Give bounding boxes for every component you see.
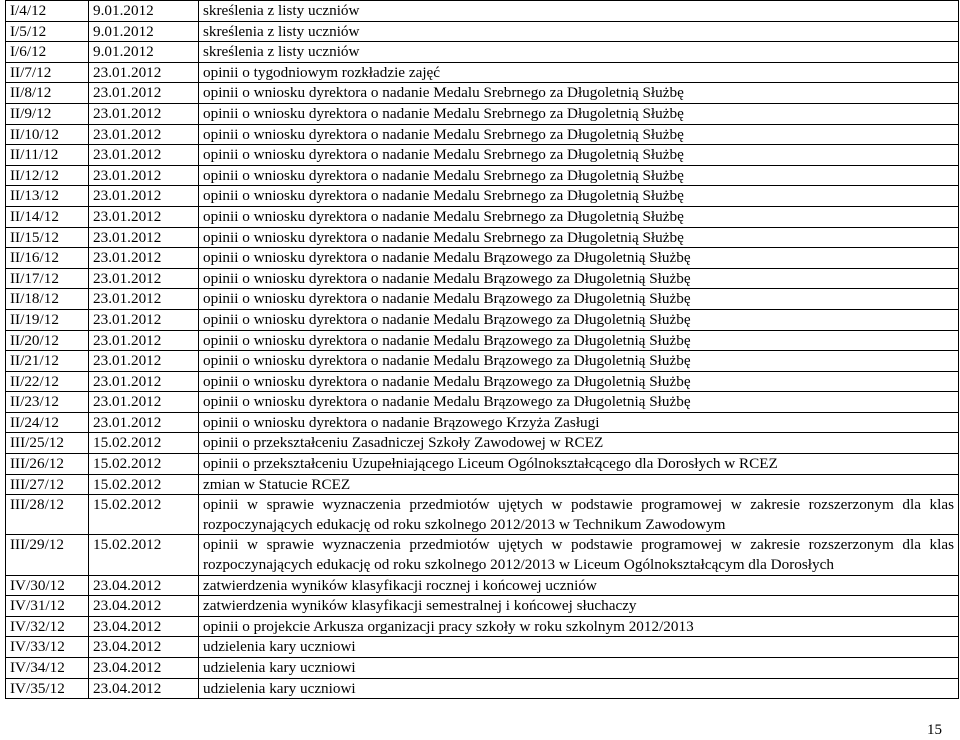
resolution-number-cell: II/9/12 xyxy=(6,103,89,124)
table-row xyxy=(6,392,959,413)
table-row xyxy=(6,145,959,166)
resolution-subject-cell: opinii o przekształceniu Uzupełniającego Liceum Ogólnokształcącego dla Dorosłych w RCEZ xyxy=(199,454,959,475)
table-row xyxy=(6,412,959,433)
resolution-subject-cell: opinii w sprawie wyznaczenia przedmiotów ujętych w podstawie programowej w zakresie rozszerzonym dla klas rozpoczynających edukację od roku szkolnego 2012/2013 w Liceum Ogólnokształcącym dla Dorosłych xyxy=(199,535,959,575)
table-row xyxy=(6,165,959,186)
table-row xyxy=(6,289,959,310)
resolution-number-cell: IV/34/12 xyxy=(6,658,89,679)
table-row xyxy=(6,596,959,617)
resolution-subject-cell: skreślenia z listy uczniów xyxy=(199,1,959,22)
table-row xyxy=(6,351,959,372)
table-row xyxy=(6,658,959,679)
resolution-date-cell: 23.01.2012 xyxy=(89,248,199,269)
resolution-subject-cell: udzielenia kary uczniowi xyxy=(199,678,959,699)
resolution-date-cell: 23.04.2012 xyxy=(89,658,199,679)
resolution-date-cell: 23.04.2012 xyxy=(89,596,199,617)
resolution-subject-cell: opinii o wniosku dyrektora o nadanie Medalu Srebrnego za Długoletnią Służbę xyxy=(199,124,959,145)
table-row xyxy=(6,124,959,145)
resolution-subject-cell: skreślenia z listy uczniów xyxy=(199,42,959,63)
table-row xyxy=(6,433,959,454)
table-row xyxy=(6,637,959,658)
table-row xyxy=(6,206,959,227)
resolution-subject-cell: opinii o wniosku dyrektora o nadanie Medalu Brązowego za Długoletnią Służbę xyxy=(199,248,959,269)
table-row xyxy=(6,103,959,124)
resolutions-table xyxy=(5,0,959,699)
resolution-date-cell: 23.01.2012 xyxy=(89,351,199,372)
resolution-number-cell: II/24/12 xyxy=(6,412,89,433)
resolution-date-cell: 23.01.2012 xyxy=(89,186,199,207)
resolution-date-cell: 15.02.2012 xyxy=(89,495,199,535)
table-row xyxy=(6,186,959,207)
resolution-date-cell: 9.01.2012 xyxy=(89,1,199,22)
resolution-subject-cell: opinii o wniosku dyrektora o nadanie Brązowego Krzyża Zasługi xyxy=(199,412,959,433)
resolution-date-cell: 23.01.2012 xyxy=(89,289,199,310)
resolution-date-cell: 23.01.2012 xyxy=(89,83,199,104)
table-row xyxy=(6,535,959,575)
resolution-date-cell: 23.01.2012 xyxy=(89,165,199,186)
resolution-number-cell: IV/31/12 xyxy=(6,596,89,617)
resolution-date-cell: 23.01.2012 xyxy=(89,412,199,433)
resolution-number-cell: III/25/12 xyxy=(6,433,89,454)
resolution-number-cell: III/28/12 xyxy=(6,495,89,535)
resolution-subject-cell: zmian w Statucie RCEZ xyxy=(199,474,959,495)
table-row xyxy=(6,21,959,42)
resolution-date-cell: 9.01.2012 xyxy=(89,42,199,63)
resolution-subject-cell: opinii o wniosku dyrektora o nadanie Medalu Brązowego za Długoletnią Służbę xyxy=(199,371,959,392)
resolution-subject-cell: opinii o wniosku dyrektora o nadanie Medalu Brązowego za Długoletnią Służbę xyxy=(199,392,959,413)
resolution-date-cell: 23.04.2012 xyxy=(89,678,199,699)
resolution-number-cell: II/15/12 xyxy=(6,227,89,248)
resolution-date-cell: 9.01.2012 xyxy=(89,21,199,42)
resolution-subject-cell: zatwierdzenia wyników klasyfikacji semestralnej i końcowej słuchaczy xyxy=(199,596,959,617)
table-row xyxy=(6,62,959,83)
resolution-number-cell: I/6/12 xyxy=(6,42,89,63)
resolution-number-cell: II/23/12 xyxy=(6,392,89,413)
resolution-subject-cell: skreślenia z listy uczniów xyxy=(199,21,959,42)
resolutions-table-body xyxy=(6,1,959,699)
resolution-date-cell: 23.01.2012 xyxy=(89,227,199,248)
resolution-subject-cell: opinii o projekcie Arkusza organizacji pracy szkoły w roku szkolnym 2012/2013 xyxy=(199,616,959,637)
resolution-subject-cell: opinii o wniosku dyrektora o nadanie Medalu Brązowego za Długoletnią Służbę xyxy=(199,268,959,289)
resolution-subject-cell: udzielenia kary uczniowi xyxy=(199,637,959,658)
resolution-date-cell: 23.01.2012 xyxy=(89,145,199,166)
resolution-date-cell: 23.01.2012 xyxy=(89,371,199,392)
resolution-date-cell: 23.01.2012 xyxy=(89,330,199,351)
table-row xyxy=(6,83,959,104)
resolution-number-cell: II/18/12 xyxy=(6,289,89,310)
resolution-number-cell: II/7/12 xyxy=(6,62,89,83)
resolution-date-cell: 15.02.2012 xyxy=(89,454,199,475)
resolution-subject-cell: opinii o wniosku dyrektora o nadanie Medalu Srebrnego za Długoletnią Służbę xyxy=(199,206,959,227)
resolution-subject-cell: opinii o wniosku dyrektora o nadanie Medalu Brązowego za Długoletnią Służbę xyxy=(199,351,959,372)
resolution-number-cell: II/17/12 xyxy=(6,268,89,289)
resolution-subject-cell: udzielenia kary uczniowi xyxy=(199,658,959,679)
table-row xyxy=(6,330,959,351)
resolution-date-cell: 23.01.2012 xyxy=(89,268,199,289)
resolution-number-cell: III/26/12 xyxy=(6,454,89,475)
resolution-number-cell: IV/32/12 xyxy=(6,616,89,637)
resolution-date-cell: 23.01.2012 xyxy=(89,62,199,83)
table-row xyxy=(6,248,959,269)
resolution-date-cell: 23.04.2012 xyxy=(89,637,199,658)
resolution-date-cell: 23.04.2012 xyxy=(89,616,199,637)
resolution-subject-cell: opinii o wniosku dyrektora o nadanie Medalu Brązowego za Długoletnią Służbę xyxy=(199,289,959,310)
resolution-date-cell: 15.02.2012 xyxy=(89,474,199,495)
resolution-number-cell: II/12/12 xyxy=(6,165,89,186)
resolution-number-cell: II/16/12 xyxy=(6,248,89,269)
resolution-subject-cell: opinii o wniosku dyrektora o nadanie Medalu Brązowego za Długoletnią Służbę xyxy=(199,309,959,330)
resolution-subject-cell: opinii o wniosku dyrektora o nadanie Medalu Srebrnego za Długoletnią Służbę xyxy=(199,145,959,166)
resolution-subject-cell: opinii o wniosku dyrektora o nadanie Medalu Srebrnego za Długoletnią Służbę xyxy=(199,103,959,124)
resolution-number-cell: III/29/12 xyxy=(6,535,89,575)
resolution-number-cell: IV/35/12 xyxy=(6,678,89,699)
resolution-date-cell: 15.02.2012 xyxy=(89,433,199,454)
table-row xyxy=(6,371,959,392)
resolution-number-cell: II/22/12 xyxy=(6,371,89,392)
resolution-number-cell: II/13/12 xyxy=(6,186,89,207)
resolution-number-cell: I/4/12 xyxy=(6,1,89,22)
resolution-number-cell: II/8/12 xyxy=(6,83,89,104)
resolution-subject-cell: opinii o wniosku dyrektora o nadanie Medalu Srebrnego za Długoletnią Służbę xyxy=(199,186,959,207)
table-row xyxy=(6,454,959,475)
resolution-date-cell: 23.01.2012 xyxy=(89,206,199,227)
resolution-subject-cell: opinii o wniosku dyrektora o nadanie Medalu Brązowego za Długoletnią Służbę xyxy=(199,330,959,351)
resolution-subject-cell: opinii w sprawie wyznaczenia przedmiotów ujętych w podstawie programowej w zakresie rozszerzonym dla klas rozpoczynających edukację od roku szkolnego 2012/2013 w Technikum Zawodowym xyxy=(199,495,959,535)
table-row xyxy=(6,616,959,637)
resolution-number-cell: II/14/12 xyxy=(6,206,89,227)
resolution-subject-cell: zatwierdzenia wyników klasyfikacji rocznej i końcowej uczniów xyxy=(199,575,959,596)
resolution-subject-cell: opinii o tygodniowym rozkładzie zajęć xyxy=(199,62,959,83)
resolution-date-cell: 23.04.2012 xyxy=(89,575,199,596)
table-row xyxy=(6,309,959,330)
resolution-number-cell: I/5/12 xyxy=(6,21,89,42)
resolution-number-cell: IV/30/12 xyxy=(6,575,89,596)
resolution-date-cell: 23.01.2012 xyxy=(89,124,199,145)
resolution-number-cell: II/11/12 xyxy=(6,145,89,166)
resolution-subject-cell: opinii o przekształceniu Zasadniczej Szkoły Zawodowej w RCEZ xyxy=(199,433,959,454)
resolution-number-cell: II/19/12 xyxy=(6,309,89,330)
resolution-subject-cell: opinii o wniosku dyrektora o nadanie Medalu Srebrnego za Długoletnią Służbę xyxy=(199,83,959,104)
resolution-date-cell: 23.01.2012 xyxy=(89,309,199,330)
table-row xyxy=(6,227,959,248)
table-row xyxy=(6,474,959,495)
resolution-date-cell: 23.01.2012 xyxy=(89,103,199,124)
resolution-date-cell: 15.02.2012 xyxy=(89,535,199,575)
table-row xyxy=(6,495,959,535)
table-row xyxy=(6,42,959,63)
resolution-subject-cell: opinii o wniosku dyrektora o nadanie Medalu Srebrnego za Długoletnią Służbę xyxy=(199,227,959,248)
table-row xyxy=(6,268,959,289)
page-number: 15 xyxy=(927,722,942,738)
resolution-number-cell: III/27/12 xyxy=(6,474,89,495)
resolution-number-cell: IV/33/12 xyxy=(6,637,89,658)
table-row xyxy=(6,575,959,596)
table-row xyxy=(6,1,959,22)
resolution-number-cell: II/21/12 xyxy=(6,351,89,372)
resolution-number-cell: II/20/12 xyxy=(6,330,89,351)
table-row xyxy=(6,678,959,699)
resolution-subject-cell: opinii o wniosku dyrektora o nadanie Medalu Srebrnego za Długoletnią Służbę xyxy=(199,165,959,186)
resolution-number-cell: II/10/12 xyxy=(6,124,89,145)
resolution-date-cell: 23.01.2012 xyxy=(89,392,199,413)
